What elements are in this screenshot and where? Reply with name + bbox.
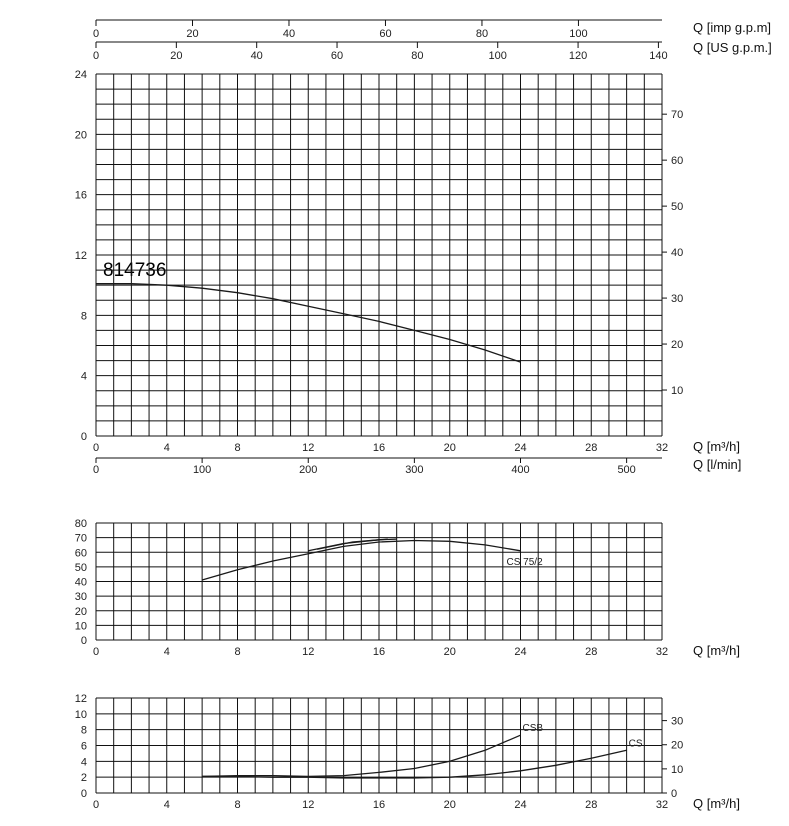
- npsh-y-tick: 6: [80, 740, 87, 753]
- top-axis-1-tick: 0: [92, 28, 100, 40]
- head-x-tick: 32: [655, 442, 669, 454]
- efficiency-x-tick: 20: [443, 646, 456, 658]
- head-y-tick: 24: [74, 69, 87, 81]
- head-y-tick: 20: [74, 129, 87, 142]
- bottom-axis-2-label: Q [l/min]: [693, 457, 742, 472]
- bottom-axis-2-tick: 100: [192, 464, 212, 476]
- head-y-tick: 8: [80, 310, 87, 323]
- npsh-x-tick: 12: [302, 799, 315, 811]
- npsh-x-tick: 32: [655, 799, 669, 811]
- head-x-tick: 12: [302, 442, 315, 454]
- efficiency-x-tick: 24: [514, 646, 527, 658]
- npsh-x-tick: 16: [372, 799, 386, 811]
- top-axis-1-tick: 60: [379, 28, 392, 40]
- efficiency-x-tick: 32: [655, 646, 669, 658]
- efficiency-series-label: CS 75/2: [506, 556, 543, 568]
- head-right-tick: 60: [671, 155, 684, 168]
- head-right-tick: 70: [671, 109, 684, 122]
- npsh-x-tick: 4: [163, 799, 170, 811]
- efficiency-y-tick: 40: [74, 576, 87, 589]
- bottom-axis-2-tick: 500: [617, 464, 636, 476]
- bottom-axis-2-tick: 400: [511, 464, 530, 476]
- top-axis-2-tick: 120: [568, 50, 588, 62]
- npsh-right-tick: 30: [671, 715, 684, 728]
- efficiency-x-tick: 0: [92, 646, 100, 658]
- efficiency-y-tick: 30: [74, 591, 87, 604]
- head-x-tick: 28: [585, 442, 598, 454]
- head-right-tick: 20: [671, 339, 684, 352]
- efficiency-x-tick: 28: [585, 646, 598, 658]
- npsh-x-tick: 20: [443, 799, 456, 811]
- top-axis-1-tick: 100: [569, 28, 588, 40]
- npsh-right-tick: 10: [671, 763, 684, 776]
- bottom-axis-2-tick: 0: [92, 464, 100, 476]
- npsh-y-tick: 8: [80, 724, 87, 737]
- efficiency-x-tick: 4: [163, 646, 170, 658]
- top-axis-2-tick: 20: [170, 50, 183, 62]
- head-x-tick: 4: [163, 442, 170, 454]
- head-y-tick: 4: [80, 370, 87, 383]
- npsh-x-tick: 24: [514, 799, 527, 811]
- efficiency-y-tick: 20: [74, 605, 87, 618]
- efficiency-x-tick: 12: [302, 646, 315, 658]
- efficiency-y-tick: 80: [74, 518, 87, 530]
- npsh-series-label: CSB: [522, 723, 544, 735]
- model-id: 814736: [103, 260, 167, 281]
- head-chart: [96, 20, 667, 463]
- top-axis-2-tick: 100: [488, 50, 507, 62]
- bottom-axis-2-tick: 300: [405, 464, 424, 476]
- top-axis-2-tick: 40: [250, 50, 263, 62]
- efficiency-chart: [96, 523, 662, 640]
- npsh-x-tick: 8: [234, 799, 241, 811]
- head-right-tick: 30: [671, 293, 684, 306]
- npsh-y-tick: 10: [74, 708, 87, 721]
- npsh-x-label: Q [m³/h]: [693, 796, 740, 811]
- top-axis-1-tick: 20: [186, 28, 199, 40]
- efficiency-y-tick: 50: [74, 561, 87, 574]
- top-axis-1-tick: 40: [282, 28, 296, 40]
- head-y-tick: 16: [74, 189, 87, 202]
- npsh-y-tick: 0: [80, 788, 87, 800]
- efficiency-y-tick: 10: [74, 620, 87, 633]
- efficiency-x-label: Q [m³/h]: [693, 643, 740, 658]
- head-y-tick: 0: [80, 431, 87, 443]
- efficiency-x-tick: 8: [234, 646, 241, 658]
- head-x-label: Q [m³/h]: [693, 439, 740, 454]
- npsh-x-tick: 28: [585, 799, 598, 811]
- npsh-y-tick: 4: [80, 756, 87, 769]
- head-x-tick: 8: [234, 442, 241, 454]
- top-axis-2-tick: 80: [411, 50, 424, 62]
- npsh-y-tick: 2: [80, 772, 87, 785]
- head-x-tick: 0: [92, 442, 100, 454]
- npsh-right-tick: 20: [671, 739, 684, 752]
- top-axis-1-label: Q [imp g.p.m]: [693, 20, 772, 35]
- top-axis-1-tick: 80: [475, 28, 489, 40]
- efficiency-y-tick: 60: [74, 547, 87, 560]
- head-y-tick: 12: [74, 250, 87, 262]
- head-x-tick: 20: [443, 442, 456, 454]
- efficiency-y-tick: 0: [80, 635, 87, 647]
- head-x-tick: 16: [372, 442, 386, 454]
- head-right-tick: 40: [671, 247, 684, 260]
- npsh-y-tick: 12: [74, 693, 87, 705]
- npsh-x-tick: 0: [92, 799, 100, 811]
- efficiency-x-tick: 16: [372, 646, 386, 658]
- npsh-series-label: CS: [628, 738, 643, 750]
- npsh-right-tick: 0: [671, 788, 678, 800]
- top-axis-2-tick: 0: [92, 50, 100, 62]
- top-axis-2-label: Q [US g.p.m.]: [693, 40, 772, 55]
- efficiency-y-tick: 70: [74, 532, 87, 545]
- npsh-chart: [96, 698, 667, 793]
- top-axis-2-tick: 60: [330, 50, 344, 62]
- top-axis-2-tick: 140: [649, 50, 668, 62]
- head-right-tick: 10: [671, 385, 684, 398]
- head-x-tick: 24: [514, 442, 527, 454]
- bottom-axis-2-tick: 200: [299, 464, 318, 476]
- head-right-tick: 50: [671, 201, 684, 214]
